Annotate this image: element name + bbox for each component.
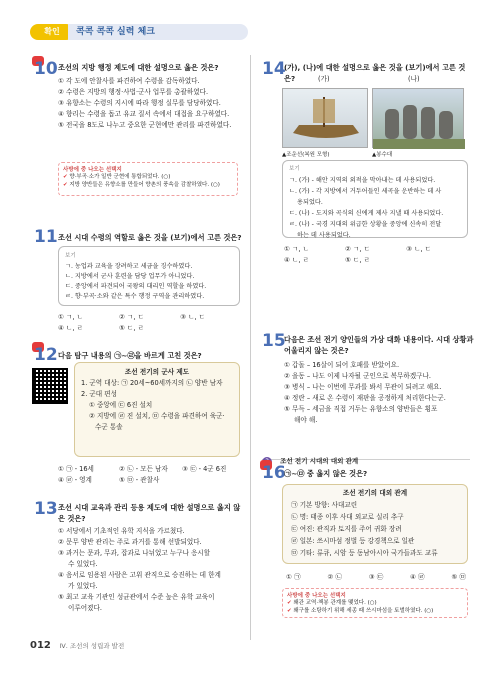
bogi-item: ㄴ. (가) - 각 지방에서 거두어들인 세곡을 운반하는 데 사 <box>289 188 442 195</box>
inquiry-item: ② 지방에 ㉣ 진 설치, ㉤ 수령을 파견하여 육군· <box>89 412 225 420</box>
option-cont: 가 있었다. <box>68 582 98 590</box>
section-title: 콕콕 콕콕 실력 체크 <box>68 24 248 40</box>
image-label: (가) <box>318 75 330 83</box>
option-cont: 수 있었다. <box>68 560 98 568</box>
option[interactable]: ② 수령은 지방의 행정·사법·군사 업무를 총괄하였다. <box>58 88 209 96</box>
q13-options <box>58 526 243 614</box>
question-number: 12 <box>34 345 58 365</box>
inquiry-item: 2. 군대 편성 <box>81 390 117 398</box>
option[interactable]: ④ ㉣ <box>410 573 425 581</box>
image-caption: ▲조운선(복원 모형) <box>282 152 330 158</box>
bogi-box <box>58 246 240 306</box>
q12-options <box>58 464 243 486</box>
q15-options <box>284 360 474 426</box>
bogi-title: 보기 <box>65 253 76 259</box>
summary-item: ㉢ 여진: 관직과 토지를 주어 귀화 장려 <box>291 525 402 533</box>
image-caption: ▲봉수대 <box>372 152 393 158</box>
question-text: 다음은 조선 전기 양인들의 가상 대화 내용이다. 시대 상황과 <box>284 335 474 344</box>
bogi-item: 하는 데 사용되었다. <box>297 232 351 239</box>
question-text: 조선 시대 수령의 역할로 옳은 것을 (보기)에서 고른 것은? <box>58 233 242 242</box>
option[interactable]: ⑤ ㄷ, ㄹ <box>345 256 370 264</box>
option[interactable]: ③ 과거는 문과, 무과, 잡과로 나뉘었고 누구나 응시할 <box>58 549 211 557</box>
option[interactable]: ① 갑돌 – 16살이 되어 호패를 받았어요. <box>284 361 400 369</box>
bogi-item: ㄹ. (나) - 국경 지대의 위급한 상황을 중앙에 신속히 전달 <box>289 221 442 228</box>
q14-options <box>284 244 469 266</box>
page-number: 012 <box>30 640 51 651</box>
option[interactable]: ④ 정란 – 새로 온 수령이 재판을 공정하게 처리한다는군. <box>284 394 446 402</box>
question-text: ㉠~㉤ 중 옳지 않은 것은? <box>284 469 368 478</box>
option[interactable]: ③ ㉢ <box>368 573 384 581</box>
inquiry-box <box>74 362 240 457</box>
option[interactable]: ④ ㄴ, ㄹ <box>58 324 83 332</box>
column-divider <box>250 55 251 640</box>
subsection-header <box>262 448 470 465</box>
exam-tip-line: ✔ 왜구를 소탕하기 위해 세종 때 쓰시마섬을 토벌하였다. (○) <box>287 608 434 614</box>
subsection-title: 조선 전기 시대의 대외 관계 <box>280 457 359 465</box>
option[interactable]: ② ㉡ <box>327 573 342 581</box>
option-cont: 이루어졌다. <box>68 604 102 612</box>
bogi-item: 용되었다. <box>297 199 323 206</box>
bogi-item: ㄷ. 중앙에서 파견되어 국왕의 대리인 역할을 하였다. <box>65 283 207 290</box>
option[interactable]: ② ㄱ, ㄷ <box>345 245 370 253</box>
question-number: 10 <box>34 59 58 79</box>
option[interactable]: ① ㉠ <box>286 573 301 581</box>
beacon-image <box>372 88 464 148</box>
option[interactable]: ② 문무 양반 관리는 주로 과거를 통해 선발되었다. <box>58 538 202 546</box>
summary-item: ㉠ 기본 방향: 사대교린 <box>291 501 358 509</box>
inquiry-item: ① 중앙에 ㉢ 6진 설치 <box>89 401 153 409</box>
exam-tip-box <box>282 588 468 618</box>
question-text-2: 어울리지 않는 것은? <box>284 346 349 355</box>
summary-item: ㉤ 기타: 류큐, 시암 등 동남아시아 국가들과도 교류 <box>291 549 438 557</box>
section-badge: 확인 <box>30 24 74 40</box>
bogi-title: 보기 <box>289 166 300 172</box>
option[interactable]: ④ 향리는 수령을 돕고 유교 질서 속에서 대접을 요구하였다. <box>58 110 230 118</box>
bogi-box <box>282 160 468 238</box>
option[interactable]: ③ ㉢ - 4군 6진 <box>181 465 227 473</box>
question-number: 11 <box>34 227 58 247</box>
exam-tip-title: 사방에 중 나오는 선택지 <box>287 593 346 599</box>
option[interactable]: ⑤ ㄷ, ㄹ <box>119 324 144 332</box>
inquiry-item: 수군 통솔 <box>95 423 123 431</box>
question-text: 조선 시대 교육과 관리 등용 제도에 대한 설명으로 옳지 않은 것은? <box>58 503 241 523</box>
question-text: (가), (나)에 대한 설명으로 옳은 것을 (보기)에서 고른 것은? <box>284 63 466 83</box>
inquiry-title: 조선 전기의 군사 제도 <box>124 368 190 376</box>
option[interactable]: ⑤ 무득 – 세금을 직접 거두는 유향소의 양반들은 횡포 <box>284 405 438 413</box>
summary-item: ㉣ 일본: 쓰시마섬 정벌 등 강경책으로 일관 <box>291 537 415 545</box>
option-cont: 해야 해. <box>294 416 318 424</box>
option[interactable]: ⑤ 최고 교육 기관인 성균관에서 수준 높은 유학 교육이 <box>58 593 215 601</box>
question-number: 16 <box>262 463 286 483</box>
image-label: (나) <box>408 75 420 83</box>
option[interactable]: ① ㄱ, ㄴ <box>58 313 83 321</box>
chapter-title: Ⅳ. 조선의 성립과 발전 <box>59 642 125 650</box>
question-number: 14 <box>262 59 286 79</box>
bogi-item: ㄱ. 농업과 교육을 장려하고 세금을 징수하였다. <box>65 263 193 270</box>
question-text: 다음 탐구 내용의 ㉠~㉣을 바르게 고친 것은? <box>58 351 202 360</box>
qr-code[interactable] <box>32 368 68 404</box>
option[interactable]: ① 서당에서 기초적인 유학 지식을 가르쳤다. <box>58 527 185 535</box>
question-number: 15 <box>262 331 286 351</box>
ship-image <box>282 88 368 148</box>
option[interactable]: ② ㄱ, ㄷ <box>119 313 144 321</box>
option[interactable]: ⑤ 전국을 8도로 나누고 중요한 군현에만 관리를 파견하였다. <box>58 121 232 129</box>
exam-tip-line: ✔ 지방 양반들은 유향소를 만들어 향촌의 풍속을 감찰하였다. (○) <box>63 182 220 188</box>
question-text: 조선의 지방 행정 제도에 대한 설명으로 옳은 것은? <box>58 63 219 72</box>
option[interactable]: ④ ㉣ - 영계 <box>58 476 92 484</box>
inquiry-item: 1. 군역 대상: ㉠ 20세~60세까지의 ㉡ 양반 남자 <box>81 379 223 387</box>
exam-tip-title: 사방에 중 나오는 선택지 <box>63 167 122 173</box>
summary-title: 조선 전기의 대외 관계 <box>342 489 408 497</box>
option[interactable]: ③ 병식 – 나는 이번에 무과를 봐서 무관이 되려고 해요. <box>284 383 442 391</box>
page-footer <box>30 640 124 651</box>
option[interactable]: ④ 음서로 임용된 사람은 고위 관직으로 승진하는 데 한계 <box>58 571 221 579</box>
exam-tip-line: ✔ 왜관 교역·책봉 관계를 맺었다. (○) <box>287 600 377 606</box>
option[interactable]: ② 을동 – 나도 이제 나자될 군인으로 복무하겠구나. <box>284 372 431 380</box>
exam-tip-box <box>58 162 238 196</box>
option[interactable]: ⑤ ㉤ <box>451 573 466 581</box>
option[interactable]: ② ㉡ - 모든 남자 <box>119 465 168 473</box>
bogi-item: ㄴ. 지방에서 군사 훈련을 담당 업무가 아니었다. <box>65 273 195 280</box>
bogi-item: ㄱ. (가) - 해안 지역의 외적을 막아내는 데 사용되었다. <box>289 177 436 184</box>
option[interactable]: ⑤ ㉤ - 관찰사 <box>119 476 160 484</box>
option[interactable]: ③ 유향소는 수령의 지시에 따라 행정 실무를 담당하였다. <box>58 99 221 107</box>
option[interactable]: ④ ㄴ, ㄹ <box>284 256 309 264</box>
bogi-item: ㄷ. (나) - 도지와 곡식의 신에게 제사 지낼 때 사용되었다. <box>289 210 444 217</box>
option[interactable]: ③ ㄴ, ㄷ <box>406 245 432 253</box>
exam-tip-line: ✔ 향·부곡·소가 일반 군현에 통합되었다. (○) <box>63 174 171 180</box>
summary-box <box>282 484 468 564</box>
option[interactable]: ① ㉠ - 16세 <box>58 465 94 473</box>
question-number: 13 <box>34 499 58 519</box>
summary-item: ㉡ 명: 태종 이후 사대 외교로 실리 추구 <box>291 513 404 521</box>
option[interactable]: ① 각 도에 안찰사를 파견하여 수령을 감독하였다. <box>58 77 200 85</box>
q16-options <box>286 572 466 583</box>
option[interactable]: ③ ㄴ, ㄷ <box>180 313 206 321</box>
q11-options <box>58 312 243 334</box>
option[interactable]: ① ㄱ, ㄴ <box>284 245 309 253</box>
bogi-item: ㄹ. 향·부곡·소와 같은 특수 행정 구역을 관리하였다. <box>65 293 205 300</box>
q10-options <box>58 76 243 131</box>
